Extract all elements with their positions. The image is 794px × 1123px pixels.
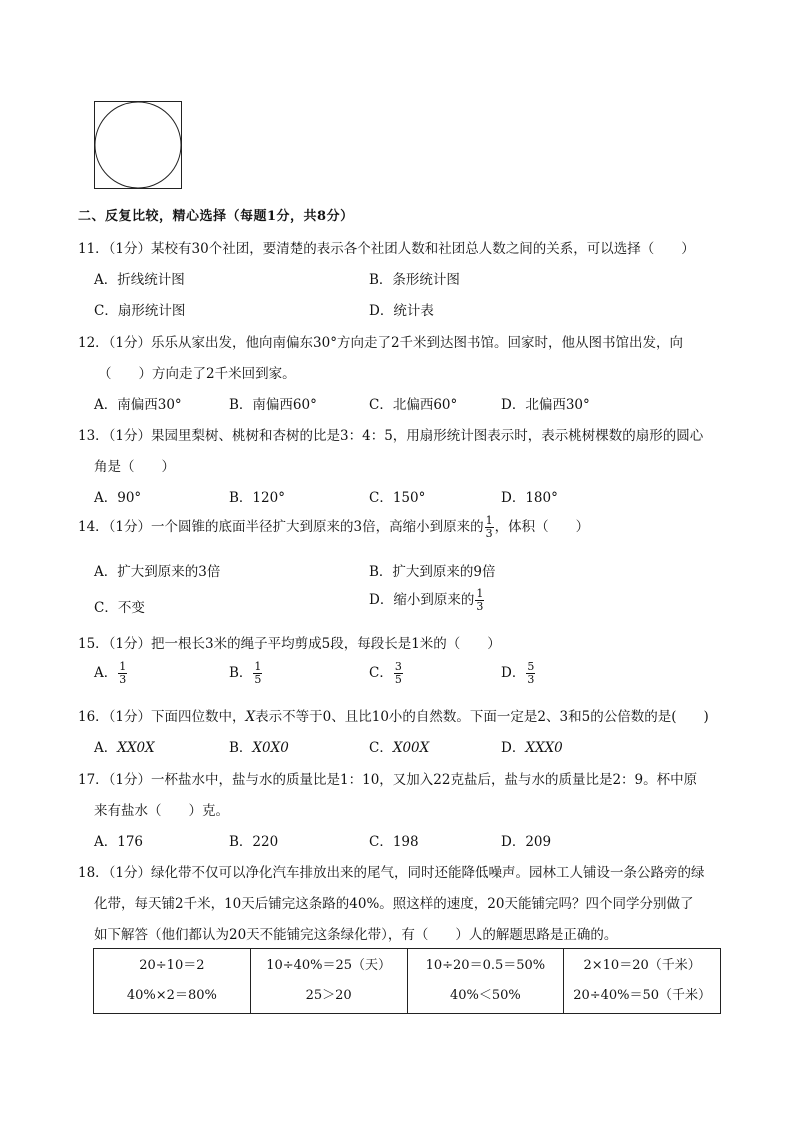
option-label: B． (229, 740, 253, 756)
question-12-option-d[interactable]: D．北偏西30° (501, 397, 590, 413)
cell-line: 10÷20＝0.5＝50% (425, 958, 546, 973)
question-16-stem (78, 705, 709, 725)
question-13-stem-continued: 角是（ ） (94, 459, 175, 475)
fraction-denominator: 3 (476, 600, 484, 613)
question-17-option-b[interactable]: B．220 (229, 834, 279, 850)
question-12-stem-continued: （ ）方向走了2千米回到家。 (98, 366, 296, 382)
fraction (253, 661, 262, 685)
fraction (485, 515, 494, 539)
option-label: B． (229, 665, 253, 681)
option-value: X00X (392, 740, 430, 756)
question-17-option-d[interactable]: D．209 (501, 834, 552, 850)
cell-line: 25＞20 (305, 988, 352, 1003)
question-14-option-c[interactable]: C．不变 (94, 600, 145, 616)
option-value: XXX0 (525, 740, 563, 756)
option-label: D． (501, 665, 526, 681)
question-16-option-a[interactable] (94, 736, 155, 756)
fraction-denominator: 5 (394, 673, 402, 686)
question-14-option-a[interactable]: A．扩大到原来的3倍 (94, 564, 221, 580)
table-cell (564, 949, 721, 1014)
question-13-option-a[interactable]: A．90° (94, 490, 142, 506)
option-label: C． (369, 665, 393, 681)
question-11-option-b[interactable]: B．条形统计图 (369, 272, 460, 288)
question-18-stem-continued: 化带，每天铺2千米，10天后铺完这条路的40%。照这样的速度，20天能铺完吗？四个同学分别做了 (94, 896, 694, 912)
fraction (475, 588, 484, 612)
table-cell (94, 949, 251, 1014)
fraction-numerator: 1 (485, 514, 493, 528)
fraction-numerator: 1 (476, 587, 484, 601)
fraction (526, 661, 535, 685)
question-14-stem (78, 515, 589, 540)
option-value: X0X0 (252, 740, 289, 756)
question-16-option-c[interactable] (369, 736, 429, 756)
cell-line: 20÷40%＝50（千米） (573, 988, 712, 1003)
question-17-option-c[interactable]: C．198 (369, 834, 419, 850)
question-13-option-d[interactable]: D．180° (501, 490, 558, 506)
fraction-denominator: 3 (485, 527, 493, 540)
question-18-stem: 18．（1分）绿化带不仅可以净化汽车排放出来的尾气，同时还能降低噪声。园林工人铺设一条公路旁的绿 (78, 865, 705, 881)
table-cell (407, 949, 564, 1014)
fraction-numerator: 5 (527, 660, 535, 674)
question-18-stem-continued-2: 如下解答（他们都认为20天不能铺完这条绿化带），有（ ）人的解题思路是正确的。 (94, 927, 618, 943)
circle-in-square-figure (94, 101, 182, 189)
question-17-stem-continued: 来有盐水（ ）克。 (94, 803, 229, 819)
cell-line: 10÷40%＝25（天） (266, 958, 392, 973)
question-12-option-b[interactable]: B．南偏西60° (229, 397, 317, 413)
question-16-stem-part1: 16．（1分）下面四位数中， (78, 709, 246, 725)
question-14-stem-part2: ，体积（ ） (494, 519, 590, 535)
option-label: D． (501, 740, 526, 756)
option-label: A． (94, 740, 118, 756)
section-title: 二、反复比较，精心选择（每题1分，共8分） (78, 209, 354, 224)
fraction-numerator: 1 (119, 660, 127, 674)
fraction (118, 661, 127, 685)
fraction-denominator: 5 (254, 673, 262, 686)
question-16-stem-part2: 表示不等于0、且比10小的自然数。下面一定是2、3和5的公倍数的是( ) (255, 709, 709, 725)
fraction-denominator: 3 (527, 673, 535, 686)
variable-x: X (245, 709, 256, 725)
option-value: XX0X (117, 740, 155, 756)
question-14-stem-part1: 14．（1分）一个圆锥的底面半径扩大到原来的3倍，高缩小到原来的 (78, 519, 484, 535)
question-11-option-c[interactable]: C．扇形统计图 (94, 303, 186, 319)
cell-line: 2×10＝20（千米） (583, 958, 701, 973)
question-13-option-c[interactable]: C．150° (369, 490, 426, 506)
cell-line: 20÷10＝2 (139, 958, 205, 973)
question-13-stem: 13．（1分）果园里梨树、桃树和杏树的比是3：4：5，用扇形统计图表示时，表示桃树棵数的扇形的圆心 (78, 428, 704, 444)
question-16-option-b[interactable] (229, 736, 289, 756)
cell-line: 40%＜50% (449, 988, 521, 1003)
table-row (94, 949, 721, 1014)
question-15-stem: 15．（1分）把一根长3米的绳子平均剪成5段，每段长是1米的（ ） (78, 636, 501, 652)
question-11-option-d[interactable]: D．统计表 (369, 303, 434, 319)
question-13-option-b[interactable]: B．120° (229, 490, 285, 506)
question-12-option-a[interactable]: A．南偏西30° (94, 397, 182, 413)
cell-line: 40%×2＝80% (126, 988, 217, 1003)
question-15-option-c[interactable] (369, 661, 404, 686)
question-12-option-c[interactable]: C．北偏西60° (369, 397, 458, 413)
option-label: A． (94, 665, 118, 681)
question-11-stem: 11．（1分）某校有30个社团，要清楚的表示各个社团人数和社团总人数之间的关系，可以选择（ ） (78, 241, 695, 257)
option-label: C． (369, 740, 393, 756)
table-cell (250, 949, 407, 1014)
question-15-option-b[interactable] (229, 661, 263, 686)
question-15-option-d[interactable] (501, 661, 536, 686)
question-16-option-d[interactable] (501, 736, 563, 756)
solutions-table (93, 948, 721, 1014)
question-14-option-d[interactable] (369, 588, 485, 613)
question-11-option-a[interactable]: A．折线统计图 (94, 272, 185, 288)
question-17-option-a[interactable]: A．176 (94, 834, 144, 850)
question-14-option-b[interactable]: B．扩大到原来的9倍 (369, 564, 496, 580)
question-17-stem: 17．（1分）一杯盐水中，盐与水的质量比是1：10，又加入22克盐后，盐与水的质量比是2：9。杯中原 (78, 772, 698, 788)
fraction-denominator: 3 (119, 673, 127, 686)
question-15-option-a[interactable] (94, 661, 128, 686)
fraction-numerator: 3 (394, 660, 402, 674)
fraction-numerator: 1 (254, 660, 262, 674)
option-text: D．缩小到原来的 (369, 592, 475, 608)
fraction (394, 661, 403, 685)
question-12-stem: 12．（1分）乐乐从家出发，他向南偏东30°方向走了2千米到达图书馆。回家时，他从图书馆出发，向 (78, 335, 684, 351)
